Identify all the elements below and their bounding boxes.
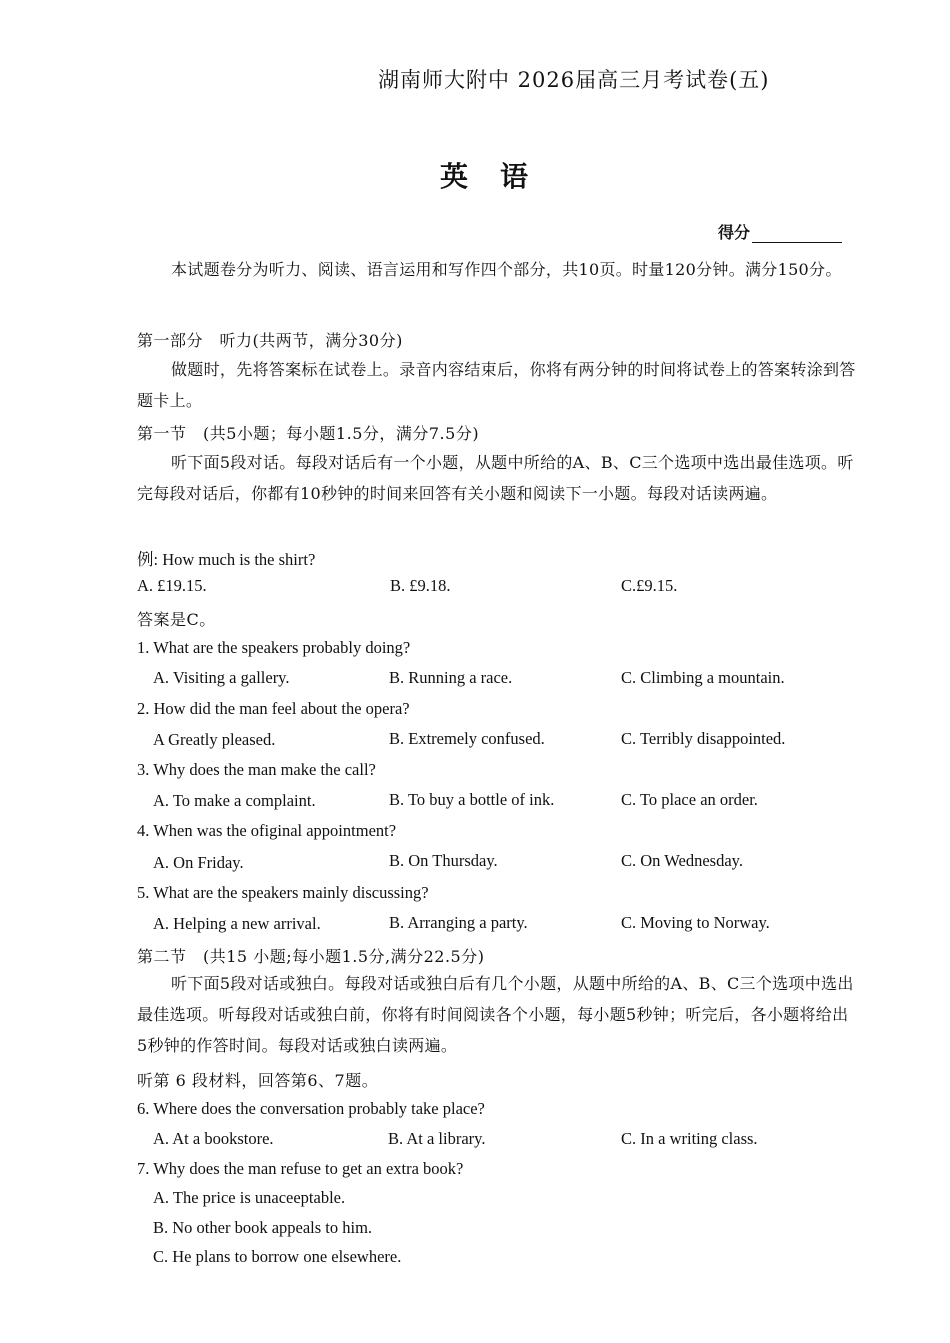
example-option-a: A. £19.15. <box>137 576 207 595</box>
example-answer: 答案是C。 <box>137 610 216 629</box>
q6-option-a: A. At a bookstore. <box>153 1129 274 1148</box>
q1-option-c: C. Climbing a mountain. <box>621 668 785 687</box>
q6-option-c: C. In a writing class. <box>621 1129 758 1148</box>
question-4: 4. When was the ofiginal appointment? <box>137 821 397 840</box>
question-1: 1. What are the speakers probably doing? <box>137 638 411 657</box>
q2-option-b: B. Extremely confused. <box>389 729 545 748</box>
q1-option-a: A. Visiting a gallery. <box>153 668 290 687</box>
section1-title: 第一节 (共5小题；每小题1.5分，满分7.5分) <box>137 424 480 443</box>
q3-option-c: C. To place an order. <box>621 790 758 809</box>
question-6: 6. Where does the conversation probably take place? <box>137 1099 485 1118</box>
question-5: 5. What are the speakers mainly discussing? <box>137 883 429 902</box>
section1-instruction: 听下面5段对话。每段对话后有一个小题，从题中所给的A、B、C三个选项中选出最佳选项。听完每段对话后，你都有10秒钟的时间来回答有关小题和阅读下一小题。每段对话读两遍。 <box>137 453 854 503</box>
question-7: 7. Why does the man refuse to get an extra book? <box>137 1159 464 1178</box>
q5-option-b: B. Arranging a party. <box>389 913 528 932</box>
section2-title: 第二节 (共15 小题;每小题1.5分,满分22.5分) <box>137 947 485 966</box>
q6-option-b: B. At a library. <box>388 1129 486 1148</box>
part1-instruction: 做题时，先将答案标在试卷上。录音内容结束后，你将有两分钟的时间将试卷上的答案转涂到答题卡上。 <box>137 360 856 410</box>
part1-title: 第一部分 听力(共两节，满分30分) <box>137 331 403 350</box>
q5-option-a: A. Helping a new arrival. <box>153 914 321 933</box>
q4-option-b: B. On Thursday. <box>389 851 498 870</box>
question-3: 3. Why does the man make the call? <box>137 760 376 779</box>
intro-paragraph: 本试题卷分为听力、阅读、语言运用和写作四个部分，共10页。时量120分钟。满分150分。 <box>171 260 842 279</box>
example-option-c: C.£9.15. <box>621 576 678 595</box>
q7-option-a: A. The price is unaceeptable. <box>153 1188 346 1207</box>
section2-instruction: 听下面5段对话或独白。每段对话或独白后有几个小题，从题中所给的A、B、C三个选项中选出最佳选项。听每段对话或独白前，你将有时间阅读各个小题，每小题5秒钟；听完后，各小题将给出5秒钟的作答时间。每段对话或独白读两遍。 <box>137 974 854 1055</box>
subject-title: 英 语 <box>440 160 531 193</box>
q4-option-c: C. On Wednesday. <box>621 851 743 870</box>
material-6-note: 听第 6 段材料，回答第6、7题。 <box>137 1071 379 1090</box>
question-2: 2. How did the man feel about the opera? <box>137 699 410 718</box>
example-question: 例: How much is the shirt? <box>137 550 316 569</box>
q7-option-c: C. He plans to borrow one elsewhere. <box>153 1247 402 1266</box>
exam-header-title: 湖南师大附中 2026届高三月考试卷(五) <box>378 68 770 92</box>
q3-option-a: A. To make a complaint. <box>153 791 316 810</box>
q2-option-c: C. Terribly disappointed. <box>621 729 786 748</box>
example-option-b: B. £9.18. <box>390 576 451 595</box>
q3-option-b: B. To buy a bottle of ink. <box>389 790 555 809</box>
q5-option-c: C. Moving to Norway. <box>621 913 770 932</box>
score-blank <box>752 228 842 243</box>
score-label: 得分 <box>718 223 751 242</box>
q1-option-b: B. Running a race. <box>389 668 513 687</box>
q4-option-a: A. On Friday. <box>153 853 244 872</box>
q7-option-b: B. No other book appeals to him. <box>153 1218 373 1237</box>
score-field <box>718 220 842 243</box>
q2-option-a: A Greatly pleased. <box>153 730 276 749</box>
